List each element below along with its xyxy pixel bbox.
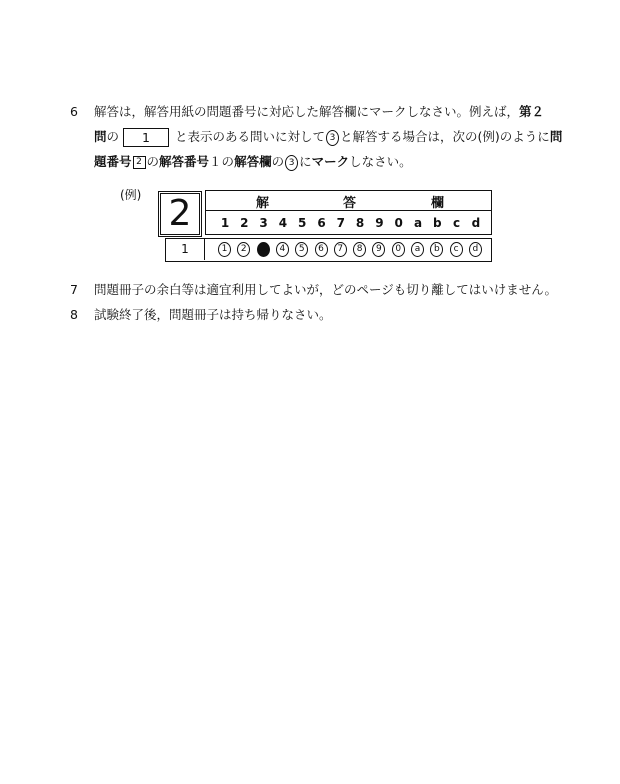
answer-bubble-0[interactable]: 0 [392, 242, 405, 257]
answer-digit-d: d [471, 216, 481, 230]
answer-digits-row [206, 211, 491, 235]
answer-digit-6: 6 [317, 216, 326, 230]
answer-bubble-4[interactable]: 4 [276, 242, 289, 257]
item8-number: 8 [70, 307, 78, 322]
item6-line1 [70, 103, 544, 121]
boxed-2-inline: 2 [133, 156, 146, 169]
item6-line2-no: の [106, 129, 120, 144]
item6-line3-bold-d: マーク [311, 154, 350, 169]
answer-bubble-2[interactable]: 2 [237, 242, 250, 257]
answer-bubble-1[interactable]: 1 [218, 242, 231, 257]
item6-line2-bold-start: 問 [94, 129, 107, 144]
item6-line1-text: 解答は，解答用紙の問題番号に対応した解答欄にマークしなさい。例えば， [94, 104, 520, 119]
item7-number: 7 [70, 282, 78, 297]
item6-line3-no2: の [271, 154, 285, 169]
answer-row [165, 238, 492, 262]
problem-number-box: 2 [158, 191, 202, 237]
example-label: (例) [120, 188, 142, 202]
answer-bubble-7[interactable]: 7 [334, 242, 347, 257]
answer-digit-2: 2 [240, 216, 249, 230]
item6-line2 [94, 128, 562, 147]
item8-line [70, 306, 332, 324]
circled-3-inline: 3 [326, 130, 339, 146]
header-char-2: 答 [343, 196, 357, 211]
answer-digit-c: c [453, 216, 461, 230]
answer-digit-9: 9 [375, 216, 384, 230]
circled-3-inline-2: 3 [285, 155, 298, 171]
item6-line3-bold-c: 解答欄 [234, 154, 272, 169]
answer-digit-7: 7 [336, 216, 345, 230]
item6-line3-no1: の [146, 154, 160, 169]
answer-bubble-a[interactable]: a [411, 242, 424, 257]
answer-digit-8: 8 [355, 216, 365, 230]
answer-bubble-5[interactable]: 5 [295, 242, 308, 257]
answer-digit-5: 5 [298, 216, 307, 230]
answer-column-title-row [206, 191, 491, 211]
item6-line3-text-b: に [299, 154, 312, 169]
answer-digit-4: 4 [278, 216, 288, 230]
answer-digit-1: 1 [220, 216, 230, 230]
item6-line2-text-b: と解答する場合は，次の(例)のように [340, 129, 550, 144]
answer-bubble-3[interactable]: 3 [257, 242, 270, 257]
item6-line2-text-a: と表示のある問いに対して [175, 129, 326, 144]
answer-bubble-6[interactable]: 6 [315, 242, 328, 257]
answer-digit-b: b [433, 216, 442, 230]
answer-number-box: 1 [123, 128, 169, 147]
item6-line3-bold-b: 解答番号 [159, 154, 210, 169]
answer-bubble-c[interactable]: c [450, 242, 463, 257]
answer-bubble-b[interactable]: b [430, 242, 443, 257]
item6-line3-text-a: １の [209, 154, 235, 169]
item8-text: 試験終了後，問題冊子は持ち帰りなさい。 [94, 307, 332, 322]
answer-digit-3: 3 [259, 216, 268, 230]
item7-text: 問題冊子の余白等は適宜利用してよいが，どのページも切り離してはいけません。 [94, 282, 558, 297]
answer-bubble-9[interactable]: 9 [372, 242, 385, 257]
header-char-1: 解 [256, 196, 270, 211]
item6-line3 [94, 153, 412, 171]
item6-line2-bold-end: 問 [549, 129, 563, 144]
answer-column-header [205, 190, 492, 235]
answer-digit-0: 0 [394, 216, 403, 230]
answer-row-label: 1 [166, 239, 205, 260]
item6-number: 6 [70, 104, 78, 119]
item6-line1-bold: 第２ [519, 104, 545, 119]
header-char-3: 欄 [431, 196, 445, 211]
answer-bubble-8[interactable]: 8 [353, 242, 366, 257]
answer-digit-a: a [413, 216, 423, 230]
answer-bubble-d[interactable]: d [469, 242, 482, 257]
item6-line3-text-c: しなさい。 [349, 154, 412, 169]
item7-line [70, 281, 557, 299]
item6-line3-bold-a: 題番号 [94, 154, 132, 169]
